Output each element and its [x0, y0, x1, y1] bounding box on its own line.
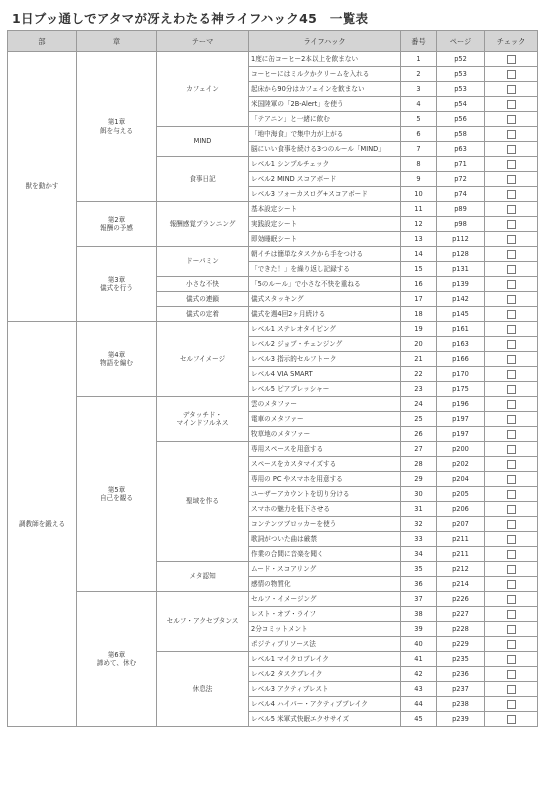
theme-line: 聖域を作る — [186, 497, 219, 506]
check-cell — [485, 652, 538, 667]
page-cell: p170 — [437, 367, 485, 382]
chapter-cell — [77, 592, 157, 727]
checkbox[interactable] — [507, 550, 516, 559]
checkbox[interactable] — [507, 535, 516, 544]
check-cell — [485, 622, 538, 637]
page-cell: p175 — [437, 382, 485, 397]
header-number: 番号 — [401, 31, 437, 52]
number-cell: 20 — [401, 337, 437, 352]
number-cell: 35 — [401, 562, 437, 577]
checkbox[interactable] — [507, 100, 516, 109]
theme-cell — [157, 292, 249, 307]
page-cell: p128 — [437, 247, 485, 262]
lifehack-cell: 1度に缶コーヒー2本以上を飲まない — [249, 52, 401, 67]
checkbox[interactable] — [507, 655, 516, 664]
number-cell: 21 — [401, 352, 437, 367]
lifehack-cell: レベル4 VIA SMART — [249, 367, 401, 382]
check-cell — [485, 457, 538, 472]
number-cell: 42 — [401, 667, 437, 682]
theme-cell — [157, 52, 249, 127]
number-cell: 31 — [401, 502, 437, 517]
number-cell: 8 — [401, 157, 437, 172]
lifehack-cell: 2分コミットメント — [249, 622, 401, 637]
lifehack-cell: 作業の合間に音楽を聞く — [249, 547, 401, 562]
header-part: 部 — [8, 31, 77, 52]
lifehack-cell: 牧草地のメタファー — [249, 427, 401, 442]
lifehack-cell: スペースをカスタマイズする — [249, 457, 401, 472]
number-cell: 30 — [401, 487, 437, 502]
lifehack-cell: 「地中海食」で集中力が上がる — [249, 127, 401, 142]
checkbox[interactable] — [507, 130, 516, 139]
checkbox[interactable] — [507, 640, 516, 649]
chapter-line: 物語を編む — [100, 359, 133, 367]
theme-cell — [157, 442, 249, 562]
check-cell — [485, 352, 538, 367]
page-cell: p163 — [437, 337, 485, 352]
chapter-line: 儀式を行う — [100, 284, 133, 292]
page-cell: p212 — [437, 562, 485, 577]
number-cell: 13 — [401, 232, 437, 247]
page-cell: p98 — [437, 217, 485, 232]
lifehack-cell: レベル1 ステレオタイピング — [249, 322, 401, 337]
checkbox[interactable] — [507, 355, 516, 364]
check-cell — [485, 127, 538, 142]
chapter-line: 第1章 — [107, 118, 126, 127]
number-cell: 23 — [401, 382, 437, 397]
lifehack-cell: レベル2 タスクブレイク — [249, 667, 401, 682]
theme-cell — [157, 322, 249, 397]
chapter-line: 第3章 — [107, 275, 126, 284]
page-cell: p112 — [437, 232, 485, 247]
lifehack-cell: レベル5 米軍式快眠エクササイズ — [249, 712, 401, 727]
theme-cell — [157, 157, 249, 202]
page-cell: p200 — [437, 442, 485, 457]
page-cell: p227 — [437, 607, 485, 622]
check-cell — [485, 517, 538, 532]
number-cell: 44 — [401, 697, 437, 712]
lifehack-cell: 基本設定シート — [249, 202, 401, 217]
theme-line: セルフイメージ — [179, 354, 226, 363]
theme-line: カフェイン — [186, 84, 219, 93]
lifehack-cell: レベル3 フォーカスログ+スコアボード — [249, 187, 401, 202]
header-check: チェック — [485, 31, 538, 52]
page-cell: p145 — [437, 307, 485, 322]
check-cell — [485, 322, 538, 337]
chapter-line: 報酬の予感 — [100, 224, 133, 232]
check-cell — [485, 532, 538, 547]
checkbox[interactable] — [507, 340, 516, 349]
page-cell: p63 — [437, 142, 485, 157]
checkbox[interactable] — [507, 595, 516, 604]
checkbox[interactable] — [507, 190, 516, 199]
check-cell — [485, 412, 538, 427]
number-cell: 32 — [401, 517, 437, 532]
number-cell: 24 — [401, 397, 437, 412]
number-cell: 39 — [401, 622, 437, 637]
number-cell: 22 — [401, 367, 437, 382]
page-cell: p161 — [437, 322, 485, 337]
header-page: ページ — [437, 31, 485, 52]
lifehack-table — [7, 30, 538, 727]
checkbox[interactable] — [507, 520, 516, 529]
lifehack-cell: 起床から90分はカフェインを飲まない — [249, 82, 401, 97]
page-cell: p53 — [437, 67, 485, 82]
page-cell: p166 — [437, 352, 485, 367]
page-cell: p72 — [437, 172, 485, 187]
number-cell: 14 — [401, 247, 437, 262]
page-cell: p142 — [437, 292, 485, 307]
check-cell — [485, 247, 538, 262]
check-cell — [485, 712, 538, 727]
chapter-cell — [77, 247, 157, 322]
number-cell: 28 — [401, 457, 437, 472]
number-cell: 16 — [401, 277, 437, 292]
number-cell: 26 — [401, 427, 437, 442]
page-cell: p74 — [437, 187, 485, 202]
theme-line: デタッチド・ — [182, 410, 223, 419]
number-cell: 17 — [401, 292, 437, 307]
check-cell — [485, 697, 538, 712]
chapter-line: 第5章 — [107, 485, 126, 494]
lifehack-cell: 米国陸軍の「2B-Alert」を使う — [249, 97, 401, 112]
checkbox[interactable] — [507, 160, 516, 169]
page-cell: p211 — [437, 547, 485, 562]
number-cell: 29 — [401, 472, 437, 487]
page-cell: p204 — [437, 472, 485, 487]
checkbox[interactable] — [507, 565, 516, 574]
checkbox[interactable] — [507, 205, 516, 214]
header-theme: テーマ — [157, 31, 249, 52]
page-cell: p53 — [437, 82, 485, 97]
theme-line: セルフ・アクセプタンス — [166, 617, 239, 626]
theme-line: 休息法 — [192, 684, 213, 693]
page-cell: p237 — [437, 682, 485, 697]
header-row — [8, 31, 538, 52]
number-cell: 4 — [401, 97, 437, 112]
check-cell — [485, 187, 538, 202]
page-cell: p58 — [437, 127, 485, 142]
checkbox[interactable] — [507, 295, 516, 304]
chapter-line: 第2章 — [107, 215, 126, 224]
theme-cell — [157, 592, 249, 652]
theme-line: マインドフルネス — [176, 419, 229, 427]
check-cell — [485, 142, 538, 157]
page-cell: p197 — [437, 412, 485, 427]
theme-cell — [157, 652, 249, 727]
lifehack-cell: 「できた！」を繰り返し記録する — [249, 262, 401, 277]
checkbox[interactable] — [507, 55, 516, 64]
check-cell — [485, 67, 538, 82]
lifehack-cell: 専用の PC やスマホを用意する — [249, 472, 401, 487]
number-cell: 19 — [401, 322, 437, 337]
theme-line: 小さな不快 — [186, 279, 219, 288]
checkbox[interactable] — [507, 325, 516, 334]
check-cell — [485, 667, 538, 682]
table-row — [8, 592, 538, 607]
checkbox[interactable] — [507, 490, 516, 499]
theme-cell — [157, 247, 249, 277]
page-cell: p236 — [437, 667, 485, 682]
check-cell — [485, 397, 538, 412]
lifehack-cell: 脳にいい食事を続ける3つのルール「MIND」 — [249, 142, 401, 157]
check-cell — [485, 442, 538, 457]
page-cell: p235 — [437, 652, 485, 667]
check-cell — [485, 307, 538, 322]
check-cell — [485, 427, 538, 442]
check-cell — [485, 202, 538, 217]
lifehack-cell: 電車のメタファー — [249, 412, 401, 427]
lifehack-cell: レベル3 アクティブレスト — [249, 682, 401, 697]
table-row — [8, 247, 538, 262]
number-cell: 25 — [401, 412, 437, 427]
lifehack-cell: 朝イチは簡単なタスクから手をつける — [249, 247, 401, 262]
lifehack-cell: 儀式スタッキング — [249, 292, 401, 307]
checkbox[interactable] — [507, 625, 516, 634]
number-cell: 1 — [401, 52, 437, 67]
number-cell: 3 — [401, 82, 437, 97]
checkbox[interactable] — [507, 460, 516, 469]
chapter-line: 諦めて、休む — [96, 659, 137, 667]
checkbox[interactable] — [507, 265, 516, 274]
check-cell — [485, 592, 538, 607]
checkbox[interactable] — [507, 505, 516, 514]
check-cell — [485, 157, 538, 172]
table-body — [8, 52, 538, 727]
number-cell: 12 — [401, 217, 437, 232]
page-cell: p229 — [437, 637, 485, 652]
page-cell: p89 — [437, 202, 485, 217]
number-cell: 40 — [401, 637, 437, 652]
number-cell: 41 — [401, 652, 437, 667]
lifehack-cell: 感情の物質化 — [249, 577, 401, 592]
lifehack-cell: ムード・スコアリング — [249, 562, 401, 577]
lifehack-cell: 儀式を週4回2ヶ月続ける — [249, 307, 401, 322]
page-cell: p214 — [437, 577, 485, 592]
page-cell: p71 — [437, 157, 485, 172]
checkbox[interactable] — [507, 250, 516, 259]
page-cell: p56 — [437, 112, 485, 127]
lifehack-cell: 歌詞がついた曲は厳禁 — [249, 532, 401, 547]
page-title: 1日ブッ通しでアタマが冴えわたる神ライフハック45 一覧表 — [12, 11, 369, 26]
theme-cell — [157, 127, 249, 157]
check-cell — [485, 382, 538, 397]
page-cell: p228 — [437, 622, 485, 637]
number-cell: 6 — [401, 127, 437, 142]
chapter-cell — [77, 202, 157, 247]
checkbox[interactable] — [507, 310, 516, 319]
checkbox[interactable] — [507, 220, 516, 229]
page-cell: p211 — [437, 532, 485, 547]
table-row — [8, 52, 538, 67]
page-cell: p226 — [437, 592, 485, 607]
number-cell: 9 — [401, 172, 437, 187]
page-cell: p196 — [437, 397, 485, 412]
checkbox[interactable] — [507, 370, 516, 379]
check-cell — [485, 502, 538, 517]
number-cell: 33 — [401, 532, 437, 547]
chapter-line: 第4章 — [107, 350, 126, 359]
lifehack-cell: 「5のルール」で小さな不快を重ねる — [249, 277, 401, 292]
lifehack-cell: 即効睡眠シート — [249, 232, 401, 247]
checkbox[interactable] — [507, 235, 516, 244]
lifehack-cell: スマホの魅力を低下させる — [249, 502, 401, 517]
lifehack-cell: 実践設定シート — [249, 217, 401, 232]
lifehack-cell: 「テアニン」と一緒に飲む — [249, 112, 401, 127]
check-cell — [485, 52, 538, 67]
theme-cell — [157, 277, 249, 292]
lifehack-cell: コンテンツブロッカーを使う — [249, 517, 401, 532]
number-cell: 7 — [401, 142, 437, 157]
checkbox[interactable] — [507, 580, 516, 589]
lifehack-cell: セルフ・イメージング — [249, 592, 401, 607]
page-cell: p207 — [437, 517, 485, 532]
checkbox[interactable] — [507, 445, 516, 454]
page-cell: p202 — [437, 457, 485, 472]
lifehack-cell: レベル2 ジョブ・チェンジング — [249, 337, 401, 352]
checkbox[interactable] — [507, 415, 516, 424]
lifehack-cell: ポジティブリソース法 — [249, 637, 401, 652]
page-cell: p238 — [437, 697, 485, 712]
table-row — [8, 397, 538, 412]
check-cell — [485, 97, 538, 112]
page-cell: p205 — [437, 487, 485, 502]
page-cell: p139 — [437, 277, 485, 292]
chapter-cell — [77, 322, 157, 397]
check-cell — [485, 367, 538, 382]
checkbox[interactable] — [507, 85, 516, 94]
number-cell: 38 — [401, 607, 437, 622]
checkbox[interactable] — [507, 685, 516, 694]
check-cell — [485, 607, 538, 622]
check-cell — [485, 277, 538, 292]
lifehack-cell: レベル1 シンプルチェック — [249, 157, 401, 172]
chapter-cell — [77, 397, 157, 592]
number-cell: 27 — [401, 442, 437, 457]
table-row — [8, 202, 538, 217]
check-cell — [485, 82, 538, 97]
check-cell — [485, 472, 538, 487]
checkbox[interactable] — [507, 115, 516, 124]
lifehack-cell: レベル3 指示的セルフトーク — [249, 352, 401, 367]
number-cell: 34 — [401, 547, 437, 562]
check-cell — [485, 577, 538, 592]
theme-line: 儀式の連鎖 — [186, 294, 219, 303]
page-cell: p52 — [437, 52, 485, 67]
check-cell — [485, 487, 538, 502]
page-cell: p131 — [437, 262, 485, 277]
checkbox[interactable] — [507, 475, 516, 484]
check-cell — [485, 337, 538, 352]
number-cell: 37 — [401, 592, 437, 607]
lifehack-cell: コーヒーにはミルクかクリームを入れる — [249, 67, 401, 82]
theme-line: ドーパミン — [186, 257, 219, 266]
checkbox[interactable] — [507, 400, 516, 409]
number-cell: 43 — [401, 682, 437, 697]
theme-line: 食事日記 — [189, 174, 216, 183]
check-cell — [485, 682, 538, 697]
number-cell: 18 — [401, 307, 437, 322]
part-cell: 調教師を鍛える — [8, 322, 77, 727]
page-cell: p197 — [437, 427, 485, 442]
number-cell: 45 — [401, 712, 437, 727]
number-cell: 15 — [401, 262, 437, 277]
number-cell: 11 — [401, 202, 437, 217]
check-cell — [485, 172, 538, 187]
lifehack-cell: ユーザーアカウントを切り分ける — [249, 487, 401, 502]
checkbox[interactable] — [507, 385, 516, 394]
checkbox[interactable] — [507, 430, 516, 439]
check-cell — [485, 112, 538, 127]
theme-line: MIND — [193, 137, 212, 146]
table-row — [8, 322, 538, 337]
check-cell — [485, 262, 538, 277]
check-cell — [485, 292, 538, 307]
checkbox[interactable] — [507, 145, 516, 154]
theme-cell — [157, 202, 249, 247]
page-cell: p239 — [437, 712, 485, 727]
checkbox[interactable] — [507, 280, 516, 289]
checkbox[interactable] — [507, 610, 516, 619]
lifehack-cell: レベル5 ピアプレッシャー — [249, 382, 401, 397]
page-cell: p54 — [437, 97, 485, 112]
checkbox[interactable] — [507, 70, 516, 79]
number-cell: 36 — [401, 577, 437, 592]
theme-line: 報酬感覚プランニング — [169, 219, 236, 228]
checkbox[interactable] — [507, 670, 516, 679]
part-cell: 獣を動かす — [8, 52, 77, 322]
lifehack-cell: 雲のメタファー — [249, 397, 401, 412]
check-cell — [485, 637, 538, 652]
checkbox[interactable] — [507, 700, 516, 709]
check-cell — [485, 547, 538, 562]
lifehack-cell: レベル4 ハイパー・アクティブブレイク — [249, 697, 401, 712]
check-cell — [485, 232, 538, 247]
theme-cell — [157, 562, 249, 592]
check-cell — [485, 217, 538, 232]
chapter-cell — [77, 52, 157, 202]
lifehack-cell: レベル2 MIND スコアボード — [249, 172, 401, 187]
theme-line: 儀式の定着 — [186, 309, 219, 318]
checkbox[interactable] — [507, 175, 516, 184]
chapter-line: 餌を与える — [100, 126, 133, 135]
check-cell — [485, 562, 538, 577]
number-cell: 5 — [401, 112, 437, 127]
header-lifehack: ライフハック — [249, 31, 401, 52]
header-chapter: 章 — [77, 31, 157, 52]
lifehack-cell: レベル1 マイクロブレイク — [249, 652, 401, 667]
lifehack-cell: 専用スペースを用意する — [249, 442, 401, 457]
checkbox[interactable] — [507, 715, 516, 724]
lifehack-cell: レスト・オブ・ライフ — [249, 607, 401, 622]
number-cell: 2 — [401, 67, 437, 82]
theme-cell — [157, 307, 249, 322]
page-cell: p206 — [437, 502, 485, 517]
theme-line: メタ認知 — [189, 572, 216, 581]
chapter-line: 自己を観る — [100, 494, 133, 502]
number-cell: 10 — [401, 187, 437, 202]
theme-cell — [157, 397, 249, 442]
chapter-line: 第6章 — [107, 650, 126, 659]
